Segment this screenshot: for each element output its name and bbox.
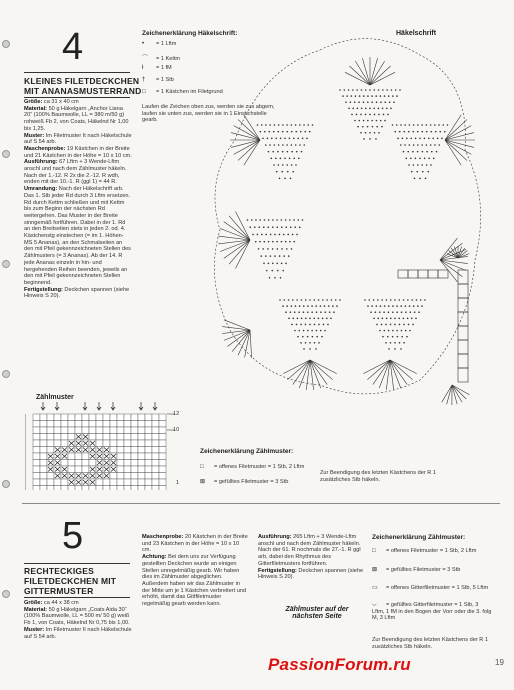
section-divider — [22, 503, 500, 504]
page-number: 19 — [495, 658, 504, 667]
legend-text: = gefülltes Gitterfiletmuster = 1 Stb, 3 Lftm, 1 fM in den Bogen der Vorr oder die 3. folg M, 3 Lftm — [372, 602, 492, 621]
legend-note: Laufen die Zeichen oben zus, werden sie zus abgem, laufen sie unten zus, werden sie in 1 Einstichstelle gearb. — [142, 104, 275, 124]
paragraph — [24, 186, 132, 287]
pattern-number: 4 — [62, 26, 84, 68]
legend-symbol: □ — [372, 548, 376, 554]
count-legend-item: □ = offenes Filetmuster = 1 Stb, 2 Lftm — [200, 464, 305, 470]
paragraph-text: Im Filetmuster It nach Häkelschule auf S 54 arb. — [24, 132, 132, 146]
paragraph — [24, 600, 132, 607]
paragraph-label: Fertigstellung: — [24, 286, 63, 293]
watermark: PassionForum.ru — [268, 655, 411, 674]
paragraph-label: Material: — [24, 105, 48, 112]
count-legend-item: ⊠ = gefülltes Filetmuster = 3 Stb — [200, 479, 289, 485]
legend-text: = 1 fM — [156, 65, 172, 71]
legend-item — [372, 584, 492, 591]
paragraph — [24, 607, 132, 627]
pattern-title-line2: FILETDECKCHEN MIT — [24, 576, 117, 586]
legend-text: = 1 Kästchen im Filetgrund — [156, 89, 223, 95]
paragraph-label: Muster: — [24, 132, 45, 139]
paragraph — [24, 287, 132, 300]
count-chart — [25, 400, 190, 490]
paragraph-label: Muster: — [24, 626, 45, 633]
paragraph-label: Material: — [24, 606, 48, 613]
paragraph-label: Größe: — [24, 600, 43, 606]
legend-symbol: • — [142, 41, 145, 47]
paragraph-label: Ausführung: — [24, 159, 58, 166]
divider — [24, 72, 130, 73]
paragraph-label: Maschenprobe: — [142, 534, 184, 540]
divider — [24, 97, 130, 98]
legend-text: = 1 Stb — [156, 77, 174, 83]
legend-text: = 1 Kettm — [156, 56, 181, 62]
row-label: 10 — [173, 427, 180, 433]
paragraph-text: 20 Kästchen in der Breite und 23 Kästchen in der Höhe = 10 x 10 cm. — [142, 534, 248, 554]
paragraph — [142, 534, 248, 554]
paragraph-label: Fertigstellung: — [258, 567, 297, 574]
paragraph-label: Achtung: — [142, 554, 167, 561]
paragraph-text: Deckchen spannen (siehe Hinweis S 20). — [258, 567, 364, 581]
crochet-diagram — [190, 30, 495, 415]
paragraph — [258, 534, 364, 568]
count-chart-title: Zählmuster — [36, 394, 74, 401]
paragraph-text: Bei dem uns zur Verfügung gestellten Deckchen wurde an einigen Stellen unregelmäßig gearb. Wir haben dies im Zählmuster abgeglichen. Außerdem haben wir das Zählmuster in der Mitte um je 1 Kästchen verbreitert und erhöht, damit das Gittfiletmuster regelmäßig gearb werden kann. — [142, 554, 247, 608]
legend-symbol: ⌒ — [142, 56, 149, 62]
binder-holes — [2, 0, 10, 690]
legend-symbol: ł — [142, 65, 144, 71]
paragraph-text: ca 31 x 40 cm — [42, 99, 79, 105]
legend-item — [372, 566, 492, 573]
legend-text: = offenes Gitterfiletmuster = 1 Stb, 5 Lftm — [386, 585, 489, 591]
legend-symbol: ▭ — [372, 585, 378, 591]
legend-symbol: □ — [142, 89, 146, 95]
legend-symbol: ⊠ — [372, 567, 378, 573]
paragraph — [24, 99, 132, 106]
instructions-text — [258, 534, 364, 581]
diagram-title: Häkelschrift — [396, 30, 437, 37]
legend-item — [372, 602, 492, 621]
paragraph — [258, 568, 364, 581]
paragraph-label: Umrandung: — [24, 186, 58, 193]
paragraph-text: 50 g Häkelgarn „Anchor Liana 20“ (100% Baumwolle, LL = 380 m/50 g) rohweiß Fb 2, von Coats, Häkelnd Nr 1,00 bis 1,25. — [24, 105, 129, 132]
pattern-title-line3: GITTERMUSTER — [24, 586, 94, 596]
paragraph-text: 50 g Häkelgarn „Coats Aida 30“ (100% Baumwolle, LL = 500 m/ 50 g) weiß Fb 1, von Coats, Häkelnd Nr 0,75 bis 1,00. — [24, 606, 130, 627]
row-label: 12 — [173, 411, 180, 417]
binder-hole — [2, 480, 10, 488]
paragraph-text: Deckchen spannen (siehe Hinweis S 20). — [24, 286, 130, 300]
divider — [24, 563, 130, 564]
legend-symbol: † — [142, 77, 146, 83]
legend-item — [372, 548, 492, 554]
binder-hole — [2, 40, 10, 48]
binder-hole — [2, 260, 10, 268]
count-note: Zur Beendigung des letzten Kästchens der R 1 zusätzliches Stb häkeln. — [320, 470, 436, 483]
legend-note: Zur Beendigung des letzten Kästchens der R 1 zusätzliches Stb häkeln. — [372, 637, 488, 650]
legend-title: Zeichenerklärung Zählmuster: — [372, 534, 466, 541]
count-legend-title: Zeichenerklärung Zählmuster: — [200, 448, 294, 455]
paragraph-text: ca 44 x 38 cm — [42, 600, 79, 606]
pattern-title-line2: MIT ANANASMUSTERRAND — [24, 86, 142, 96]
paragraph — [24, 159, 132, 186]
legend-text: = gefülltes Filetmuster = 3 Stb — [386, 567, 461, 573]
instructions-text — [24, 99, 132, 300]
paragraph-text: Nach der Häkelschrift arb. Das 1. Stb jeder Rd durch 3 Lftm ersetzen. Rd durch Kettm schließen und mit Kettm bis zum Beginn der nächsten Rd weitergehen. Das Muster in der Breite sinngemäß fortführen. Dabei in der 1. Rd an den Breitseiten stets in jeden 2. od. 4. Kästchenstg einstechen (= im 1. Höhen-MS 5 Ananas), an den Schmalseiten an den mit Pfeil gekennzeichneten Stellen des Zählmusters (= 3 Ananas). Ab der 14. R jede Ananas einzeln in hin- und hergehenden Reihen beenden, jeweils an den mit Pfeil gekennzeichneten Stellen beginnend. — [24, 186, 131, 286]
legend-text: = offenes Filetmuster = 1 Stb, 2 Lftm — [386, 548, 477, 554]
paragraph-text: 265 Lftm + 3 Wende-Lftm anschl und nach dem Zählmuster häkeln. Nach der 61. R nochmals die 27.-1. R ggl arb, dabei den Rhythmus des Gitterfiletmusters fortführen. — [258, 534, 361, 567]
binder-hole — [2, 590, 10, 598]
paragraph — [24, 133, 132, 146]
paragraph-text: 67 Lftm + 3 Wende-Lftm anschl und nach dem Zählmuster häkeln. Nach der 1.-12. R 2x die 2.-12. R wdh, enden mit der 10.-1. R (ggl 1) = 44 R. — [24, 159, 127, 186]
binder-hole — [2, 370, 10, 378]
paragraph-label: Ausführung: — [258, 534, 292, 540]
paragraph — [142, 554, 248, 608]
legend-symbol: ⌵ — [372, 602, 377, 608]
instructions-text — [142, 534, 248, 608]
paragraph — [24, 627, 132, 640]
paragraph — [24, 106, 132, 133]
paragraph-text: 19 Kästchen in der Breite und 21 Kästchen in der Höhe = 10 x 10 cm. — [24, 145, 132, 159]
pattern-title-line1: KLEINES FILETDECKCHEN — [24, 76, 140, 86]
paragraph-label: Maschenprobe: — [24, 145, 66, 152]
pattern-number: 5 — [62, 515, 84, 557]
paragraph — [24, 146, 132, 159]
row-label: 1 — [176, 480, 180, 486]
next-page-note: Zählmuster auf der nächsten Seite — [285, 606, 349, 620]
pattern-title-line1: RECHTECKIGES — [24, 566, 94, 576]
legend-text: = 1 Lftm — [156, 41, 177, 47]
paragraph-text: Im Filetmuster II nach Häkelschule auf S 54 arb. — [24, 626, 132, 640]
divider — [24, 597, 130, 598]
legend-title: Zeichenerklärung Häkelschrift: — [142, 30, 238, 37]
instructions-text — [24, 600, 132, 640]
paragraph-label: Größe: — [24, 99, 43, 105]
binder-hole — [2, 150, 10, 158]
